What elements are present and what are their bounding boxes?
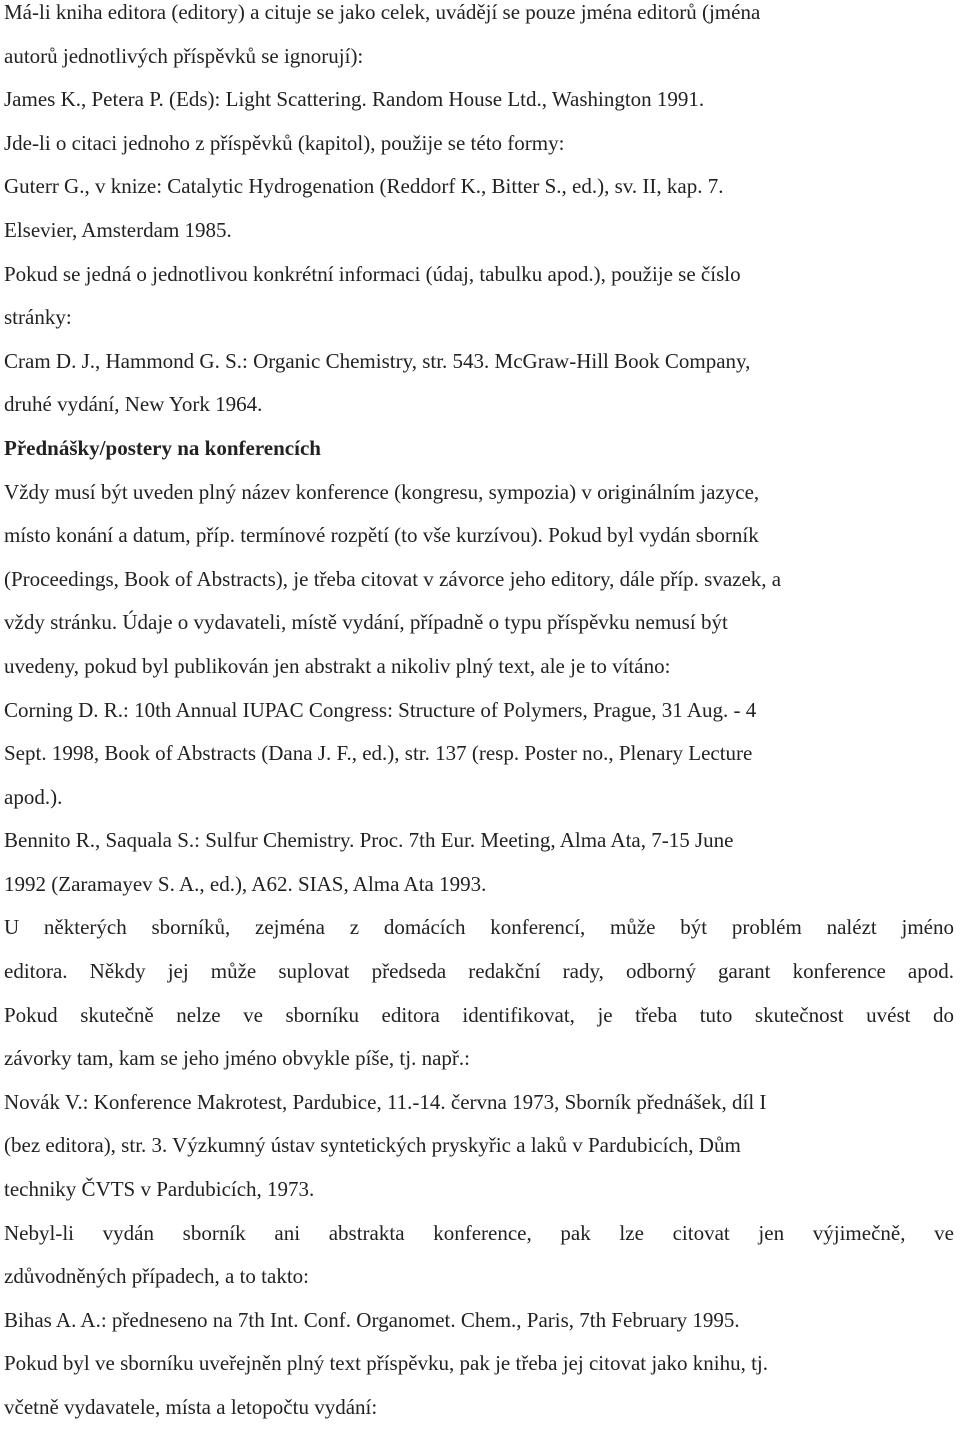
text-line: závorky tam, kam se jeho jméno obvykle píše, tj. např.: (4, 1046, 470, 1071)
text-line: Nebyl-li vydán sborník ani abstrakta konference, pak lze citovat jen výjimečně, ve (4, 1220, 954, 1245)
text-line: (Proceedings, Book of Abstracts), je třeba citovat v závorce jeho editory, dále příp. svazek, a (4, 566, 782, 591)
paragraph-page-rule (4, 253, 954, 340)
text-line: uvedeny, pokud byl publikován jen abstrakt a nikoliv plný text, ale je to vítáno: (4, 653, 671, 678)
text-line: James K., Petera P. (Eds): Light Scattering. Random House Ltd., Washington 1991. (4, 87, 705, 112)
text-line: 1992 (Zaramayev S. A., ed.), A62. SIAS, Alma Ata 1993. (4, 871, 487, 896)
citation-example-page (4, 340, 954, 427)
text-line: Vždy musí být uveden plný název konference (kongresu, sympozia) v originálním jazyce, (4, 479, 760, 504)
paragraph-chapter-rule (4, 122, 954, 166)
text-line: včetně vydavatele, místa a letopočtu vydání: (4, 1395, 378, 1419)
text-line: vždy stránku. Údaje o vydavateli, místě vydání, případně o typu příspěvku nemusí být (4, 610, 728, 635)
text-line: místo konání a datum, příp. termínové rozpětí (to vše kurzívou). Pokud byl vydán sborník (4, 523, 759, 548)
text-line: Cram D. J., Hammond G. S.: Organic Chemistry, str. 543. McGraw-Hill Book Company, (4, 348, 751, 373)
text-line: Bennito R., Saquala S.: Sulfur Chemistry. Proc. 7th Eur. Meeting, Alma Ata, 7-15 June (4, 828, 734, 853)
text-line: autorů jednotlivých příspěvků se ignorují): (4, 43, 364, 68)
text-line: stránky: (4, 305, 72, 330)
paragraph-no-proceedings (4, 1212, 954, 1299)
citation-example-presented (4, 1299, 954, 1343)
paragraph-conference-rule (4, 471, 954, 689)
text-line: Má-li kniha editora (editory) a cituje se jako celek, uvádějí se pouze jména editorů (jména (4, 0, 761, 24)
citation-example-no-editor (4, 1081, 954, 1212)
heading-line: Přednášky/postery na konferencích (4, 435, 321, 460)
text-line: editora. Někdy jej může suplovat předseda redakční rady, odborný garant konference apod. (4, 959, 954, 984)
text-line: Guterr G., v knize: Catalytic Hydrogenation (Reddorf K., Bitter S., ed.), sv. II, kap. 7. (4, 174, 724, 199)
citation-example-book (4, 78, 954, 122)
text-line: U některých sborníků, zejména z domácích konferencí, může být problém nalézt jméno (4, 915, 954, 940)
citation-example-conference-1 (4, 689, 954, 820)
text-line: druhé vydání, New York 1964. (4, 392, 263, 417)
text-line: Pokud byl ve sborníku uveřejněn plný text příspěvku, pak je třeba jej citovat jako knihu, tj. (4, 1351, 769, 1376)
paragraph-edited-book-rule (4, 0, 954, 78)
text-line: Jde-li o citaci jednoho z příspěvků (kapitol), použije se této formy: (4, 130, 565, 155)
text-line: Sept. 1998, Book of Abstracts (Dana J. F., ed.), str. 137 (resp. Poster no., Plenary Lecture (4, 741, 753, 766)
text-line: Pokud skutečně nelze ve sborníku editora identifikovat, je třeba tuto skutečnost uvést do (4, 1002, 954, 1027)
text-line: techniky ČVTS v Pardubicích, 1973. (4, 1177, 315, 1202)
text-line: Corning D. R.: 10th Annual IUPAC Congress: Structure of Polymers, Prague, 31 Aug. - 4 (4, 697, 757, 722)
paragraph-full-text-rule (4, 1342, 954, 1429)
text-line: (bez editora), str. 3. Výzkumný ústav syntetických pryskyřic a laků v Pardubicích, Dům (4, 1133, 741, 1158)
text-line: Elsevier, Amsterdam 1985. (4, 217, 232, 242)
citation-example-chapter (4, 165, 954, 252)
text-line: Pokud se jedná o jednotlivou konkrétní informaci (údaj, tabulku apod.), použije se číslo (4, 261, 741, 286)
text-line: apod.). (4, 784, 63, 809)
citation-example-conference-2 (4, 819, 954, 906)
text-line: Novák V.: Konference Makrotest, Pardubice, 11.-14. června 1973, Sborník přednášek, díl I (4, 1089, 767, 1114)
section-heading-conferences (4, 427, 954, 471)
paragraph-missing-editor (4, 906, 954, 1080)
text-line: zdůvodněných případech, a to takto: (4, 1264, 309, 1289)
text-line: Bihas A. A.: předneseno na 7th Int. Conf. Organomet. Chem., Paris, 7th February 1995. (4, 1307, 740, 1332)
